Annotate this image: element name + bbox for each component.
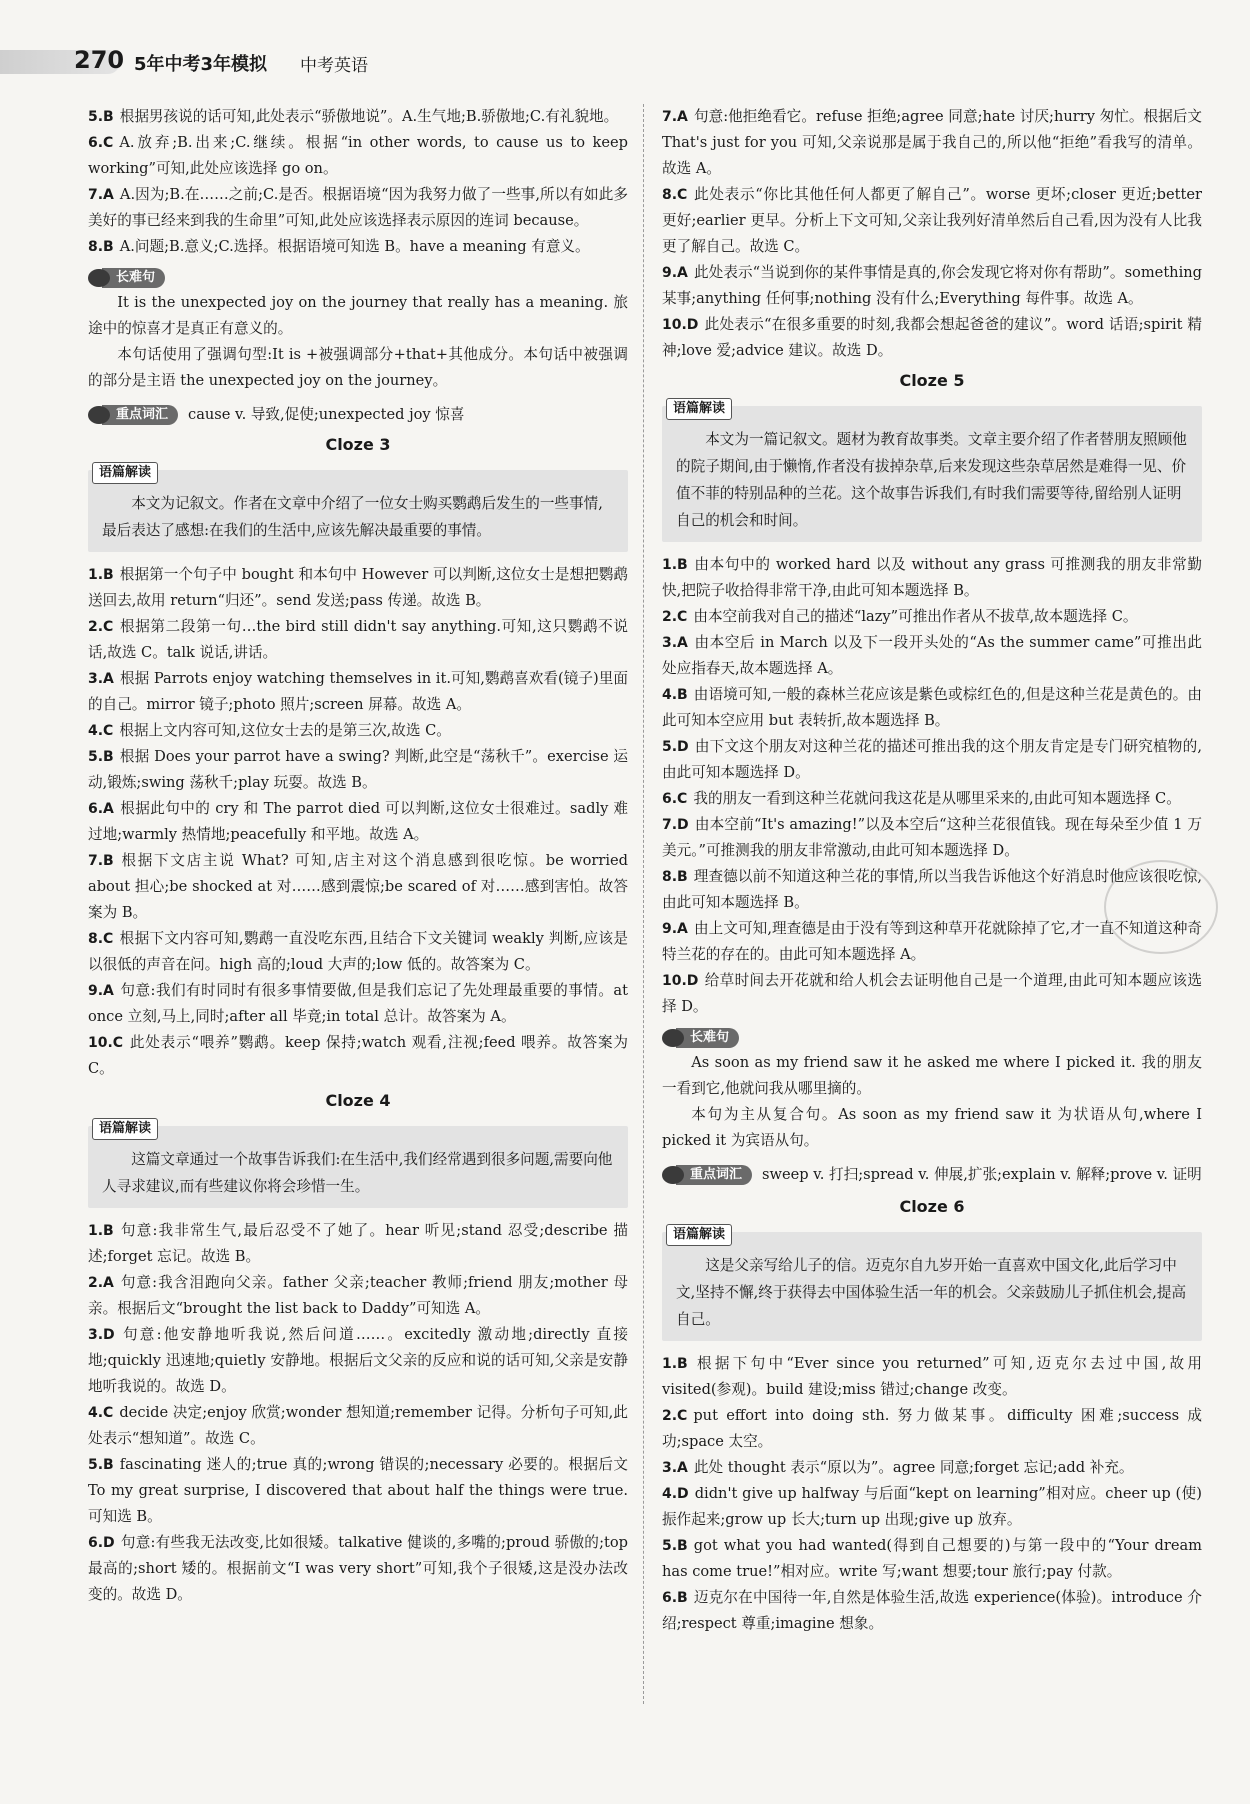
answer-text: 由本空前“It's amazing!”以及本空后“这种兰花很值钱。现在每朵至少值 1 万美元。”可推测我的朋友非常激动,由此可知本题选择 D。	[662, 816, 1202, 859]
tag-label: 长难句	[102, 268, 165, 288]
answer-text: A.放弃;B.出来;C.继续。根据“in other words, to cause us to keep working”可知,此处应该选择 go on。	[88, 134, 628, 177]
answer-list	[88, 562, 628, 1082]
vocab-text: cause v. 导致,促使;unexpected joy 惊喜	[188, 406, 465, 423]
answer-number: 4.B	[662, 687, 688, 703]
box-tag: 语篇解读	[92, 462, 158, 484]
answer-text: 迈克尔在中国待一年,自然是体验生活,故选 experience(体验)。introduce 介绍;respect 尊重;imagine 想象。	[662, 1589, 1202, 1632]
answer-text: 根据上文内容可知,这位女士去的是第三次,故选 C。	[119, 722, 451, 739]
answer-text: 此处 thought 表示“原以为”。agree 同意;forget 忘记;add 补充。	[693, 1459, 1134, 1476]
section-title: Cloze 5	[899, 371, 965, 390]
answer-item	[662, 1403, 1202, 1455]
answer-number: 3.D	[88, 1327, 115, 1343]
answer-text: 我的朋友一看到这种兰花就问我这花是从哪里采来的,由此可知本题选择 C。	[693, 790, 1181, 807]
long-sentence-analysis: 本句为主从复合句。As soon as my friend saw it 为状语从句,where I picked it 为宾语从句。	[662, 1106, 1202, 1149]
tag-label: 重点词汇	[102, 405, 178, 425]
answer-item	[88, 1400, 628, 1452]
answer-text: 根据下句中“Ever since you returned”可知,迈克尔去过中国,故用 visited(参观)。build 建设;miss 错过;change 改变。	[662, 1355, 1202, 1398]
answer-number: 5.B	[88, 1457, 114, 1473]
long-sentence-analysis: 本句话使用了强调句型:It is +被强调部分+that+其他成分。本句话中被强调的部分是主语 the unexpected joy on the journey。	[88, 346, 628, 389]
text-analysis-box	[88, 1121, 628, 1208]
stamp-mark	[1104, 860, 1218, 954]
answer-item	[662, 968, 1202, 1020]
book-subject: 中考英语	[300, 56, 368, 76]
box-text: 本文为记叙文。作者在文章中介绍了一位女士购买鹦鹉后发生的一些事情,最后表达了感想:在我们的生活中,应该先解决最重要的事情。	[102, 495, 603, 539]
answer-number: 7.A	[88, 187, 114, 203]
answer-number: 2.A	[88, 1275, 114, 1291]
answer-number: 9.A	[662, 921, 688, 937]
answer-number: 9.A	[662, 265, 688, 281]
box-tag: 语篇解读	[666, 398, 732, 420]
answer-text: 由本空后 in March 以及下一段开头处的“As the summer came”可推出此处应指春天,故本题选择 A。	[662, 634, 1202, 677]
answer-number: 8.C	[662, 187, 688, 203]
answer-item	[662, 104, 1202, 182]
answer-item	[88, 926, 628, 978]
answer-text: 根据第二段第一句…the bird still didn't say anything.可知,这只鹦鹉不说话,故选 C。talk 说话,讲话。	[88, 618, 628, 661]
vocab-tag	[88, 402, 628, 428]
answer-item	[662, 604, 1202, 630]
answer-text: 此处表示“你比其他任何人都更了解自己”。worse 更坏;closer 更近;better 更好;earlier 更早。分析上下文可知,父亲让我列好清单然后自己看,因为没有人比我更了解自己。故选 C。	[662, 186, 1202, 255]
box-tag: 语篇解读	[666, 1224, 732, 1246]
vocab-tag	[662, 1162, 1202, 1188]
box-text: 这篇文章通过一个故事告诉我们:在生活中,我们经常遇到很多问题,需要向他人寻求建议,而有些建议你将会珍惜一生。	[102, 1151, 613, 1195]
vocab-text: sweep v. 打扫;spread v. 伸展,扩张;explain v. 解释;prove v. 证明	[762, 1166, 1202, 1183]
answer-item	[662, 1455, 1202, 1481]
answer-text: got what you had wanted(得到自己想要的)与第一段中的“Your dream has come true!”相对应。write 写;want 想要;tour 旅行;pay 付款。	[662, 1537, 1202, 1580]
book-title: 5年中考3年模拟	[134, 54, 268, 75]
answer-text: 句意:他拒绝看它。refuse 拒绝;agree 同意;hate 讨厌;hurry 匆忙。根据后文 That's just for you 可知,父亲说那是属于我自己的,所以他“拒绝”看我写的清单。故选 A。	[662, 108, 1202, 177]
answer-text: 句意:我含泪跑向父亲。father 父亲;teacher 教师;friend 朋友;mother 母亲。根据后文“brought the list back to Daddy”可知选 A。	[88, 1274, 628, 1317]
long-sentence-tag	[88, 268, 628, 288]
answer-item	[662, 260, 1202, 312]
answer-text: 此处表示“在很多重要的时刻,我都会想起爸爸的建议”。word 话语;spirit 精神;love 爱;advice 建议。故选 D。	[662, 316, 1202, 359]
answer-number: 6.C	[88, 135, 114, 151]
box-tag: 语篇解读	[92, 1118, 158, 1140]
answer-text: 句意:他安静地听我说,然后问道……。excitedly 激动地;directly 直接地;quickly 迅速地;quietly 安静地。根据后文父亲的反应和说的话可知,父亲是安静地听我说的。故选 D。	[88, 1326, 628, 1395]
answer-number: 6.D	[88, 1535, 115, 1551]
bubble-icon	[662, 1029, 684, 1047]
long-sentence-text: As soon as my friend saw it he asked me where I picked it. 我的朋友一看到它,他就问我从哪里摘的。	[662, 1054, 1202, 1097]
text-analysis-box	[662, 401, 1202, 542]
section-title: Cloze 3	[325, 435, 391, 454]
answer-number: 1.B	[662, 1356, 688, 1372]
answer-text: 由下文这个朋友对这种兰花的描述可推出我的这个朋友肯定是专门研究植物的,由此可知本题选择 D。	[662, 738, 1202, 781]
answer-text: 根据第一个句子中 bought 和本句中 However 可以判断,这位女士是想把鹦鹉送回去,故用 return“归还”。send 发送;pass 传递。故选 B。	[88, 566, 628, 609]
answer-text: 此处表示“当说到你的某件事情是真的,你会发现它将对你有帮助”。something 某事;anything 任何事;nothing 没有什么;Everything 每件事。故选 A。	[662, 264, 1202, 307]
answer-number: 7.D	[662, 817, 689, 833]
answer-text: A.问题;B.意义;C.选择。根据语境可知选 B。have a meaning 有意义。	[119, 238, 590, 255]
answer-text: didn't give up halfway 与后面“kept on learning”相对应。cheer up (使)振作起来;grow up 长大;turn up 出现;give up 放弃。	[662, 1485, 1202, 1528]
answer-item	[662, 1351, 1202, 1403]
answer-number: 4.C	[88, 723, 114, 739]
answer-text: 由本句中的 worked hard 以及 without any grass 可推测我的朋友非常勤快,把院子收拾得非常干净,由此可知本题选择 B。	[662, 556, 1202, 599]
answer-number: 8.B	[88, 239, 114, 255]
answer-item	[662, 1585, 1202, 1637]
text-analysis-box	[662, 1227, 1202, 1341]
answer-list	[88, 1218, 628, 1608]
answer-number: 1.B	[662, 557, 688, 573]
answer-item	[662, 1481, 1202, 1533]
answer-text: put effort into doing sth. 努力做某事。difficulty 困难;success 成功;space 太空。	[662, 1407, 1202, 1450]
answer-item	[88, 130, 628, 182]
answer-number: 7.B	[88, 853, 114, 869]
answer-number: 7.A	[662, 109, 688, 125]
answer-number: 6.A	[88, 801, 114, 817]
answer-text: 根据 Does your parrot have a swing? 判断,此空是“荡秋千”。exercise 运动,锻炼;swing 荡秋千;play 玩耍。故选 B。	[88, 748, 628, 791]
answer-item	[88, 1030, 628, 1082]
answer-number: 5.B	[88, 749, 114, 765]
answer-number: 6.B	[662, 1590, 688, 1606]
long-sentence-text: It is the unexpected joy on the journey that really has a meaning. 旅途中的惊喜才是真正有意义的。	[88, 294, 628, 337]
answer-item	[88, 182, 628, 234]
answer-item	[662, 682, 1202, 734]
right-column	[662, 104, 1202, 1637]
answer-number: 3.A	[88, 671, 114, 687]
answer-number: 1.B	[88, 1223, 114, 1239]
answer-number: 10.D	[662, 317, 699, 333]
answer-item	[88, 744, 628, 796]
answer-item	[88, 1218, 628, 1270]
answer-text: 句意:有些我无法改变,比如很矮。talkative 健谈的,多嘴的;proud 骄傲的;top 最高的;short 矮的。根据前文“I was very short”可知,我个子很矮,这是没办法改变的。故选 D。	[88, 1534, 628, 1603]
box-text: 这是父亲写给儿子的信。迈克尔自九岁开始一直喜欢中国文化,此后学习中文,坚持不懈,终于获得去中国体验生活一年的机会。父亲鼓励儿子抓住机会,提高自己。	[676, 1257, 1187, 1328]
answer-text: 由上文可知,理查德是由于没有等到这种草开花就除掉了它,才一直不知道这种奇特兰花的存在的。由此可知本题选择 A。	[662, 920, 1202, 963]
answer-item	[88, 666, 628, 718]
answer-number: 10.D	[662, 973, 699, 989]
answer-text: 由本空前我对自己的描述“lazy”可推出作者从不拔草,故本题选择 C。	[693, 608, 1138, 625]
answer-text: 理查德以前不知道这种兰花的事情,所以当我告诉他这个好消息时他应该很吃惊,由此可知本题选择 B。	[662, 868, 1202, 911]
answer-text: 句意:我非常生气,最后忍受不了她了。hear 听见;stand 忍受;describe 描述;forget 忘记。故选 B。	[88, 1222, 628, 1265]
answer-list	[662, 1351, 1202, 1637]
section-title: Cloze 6	[899, 1197, 965, 1216]
answer-item	[662, 786, 1202, 812]
answer-number: 3.A	[662, 635, 688, 651]
answer-item	[88, 234, 628, 260]
answer-text: 句意:我们有时同时有很多事情要做,但是我们忘记了先处理最重要的事情。at once 立刻,马上,同时;after all 毕竟;in total 总计。故答案为 A。	[88, 982, 628, 1025]
answer-item	[88, 614, 628, 666]
answer-item	[662, 630, 1202, 682]
answer-item	[662, 312, 1202, 364]
answer-item	[662, 1533, 1202, 1585]
tag-label: 长难句	[676, 1028, 739, 1048]
answer-text: fascinating 迷人的;true 真的;wrong 错误的;necessary 必要的。根据后文 To my great surprise, I discovered that about half the things were true.可知选 B。	[88, 1456, 628, 1525]
answer-number: 10.C	[88, 1035, 124, 1051]
answer-item	[88, 796, 628, 848]
answer-item	[88, 562, 628, 614]
answer-item	[88, 1270, 628, 1322]
answer-text: 根据 Parrots enjoy watching themselves in it.可知,鹦鹉喜欢看(镜子)里面的自己。mirror 镜子;photo 照片;screen 屏幕。故选 A。	[88, 670, 628, 713]
bubble-icon	[88, 406, 110, 424]
answer-item	[88, 1530, 628, 1608]
answer-list	[662, 104, 1202, 364]
answer-item	[88, 104, 628, 130]
column-divider	[643, 104, 644, 1704]
answer-number: 4.C	[88, 1405, 114, 1421]
answer-number: 2.C	[88, 619, 114, 635]
bubble-icon	[662, 1166, 684, 1184]
bubble-icon	[88, 269, 110, 287]
answer-text: 由语境可知,一般的森林兰花应该是紫色或棕红色的,但是这种兰花是黄色的。由此可知本空应用 but 表转折,故本题选择 B。	[662, 686, 1202, 729]
answer-number: 5.D	[662, 739, 689, 755]
answer-text: 根据此句中的 cry 和 The parrot died 可以判断,这位女士很难过。sadly 难过地;warmly 热情地;peacefully 和平地。故选 A。	[88, 800, 628, 843]
answer-number: 9.A	[88, 983, 114, 999]
answer-item	[88, 848, 628, 926]
box-text: 本文为一篇记叙文。题材为教育故事类。文章主要介绍了作者替朋友照顾他的院子期间,由于懒惰,作者没有拔掉杂草,后来发现这些杂草居然是难得一见、价值不菲的特别品种的兰花。这个故事告诉我们,有时我们需要等待,留给别人证明自己的机会和时间。	[676, 431, 1187, 529]
answer-number: 4.D	[662, 1486, 689, 1502]
answer-text: 给草时间去开花就和给人机会去证明他自己是一个道理,由此可知本题应该选择 D。	[662, 972, 1202, 1015]
answer-number: 2.C	[662, 1408, 688, 1424]
answer-number: 1.B	[88, 567, 114, 583]
answer-text: 此处表示“喂养”鹦鹉。keep 保持;watch 观看,注视;feed 喂养。故答案为 C。	[88, 1034, 628, 1077]
page-number: 270	[74, 46, 125, 74]
answer-item	[88, 1452, 628, 1530]
tag-label: 重点词汇	[676, 1165, 752, 1185]
answer-number: 8.B	[662, 869, 688, 885]
answer-item	[88, 1322, 628, 1400]
answer-list	[662, 552, 1202, 1020]
answer-number: 6.C	[662, 791, 688, 807]
page-header	[0, 44, 1250, 80]
section-title: Cloze 4	[325, 1091, 391, 1110]
answer-number: 5.B	[88, 109, 114, 125]
left-column	[88, 104, 628, 1608]
answer-text: A.因为;B.在……之前;C.是否。根据语境“因为我努力做了一些事,所以有如此多美好的事已经来到我的生命里”可知,此处应该选择表示原因的连词 because。	[88, 186, 628, 229]
answer-item	[88, 718, 628, 744]
answer-text: 根据下文内容可知,鹦鹉一直没吃东西,且结合下文关键词 weakly 判断,应该是以很低的声音在问。high 高的;loud 大声的;low 低的。故答案为 C。	[88, 930, 628, 973]
answer-number: 8.C	[88, 931, 114, 947]
answer-number: 5.B	[662, 1538, 688, 1554]
text-analysis-box	[88, 465, 628, 552]
answer-list	[88, 104, 628, 260]
answer-item	[662, 552, 1202, 604]
answer-item	[88, 978, 628, 1030]
answer-text: 根据男孩说的话可知,此处表示“骄傲地说”。A.生气地;B.骄傲地;C.有礼貌地。	[119, 108, 619, 125]
long-sentence-tag	[662, 1028, 1202, 1048]
answer-item	[662, 812, 1202, 864]
answer-text: 根据下文店主说 What? 可知,店主对这个消息感到很吃惊。be worried about 担心;be shocked at 对……感到震惊;be scared of 对……感到害怕。故答案为 B。	[88, 852, 628, 921]
answer-item	[662, 734, 1202, 786]
answer-text: decide 决定;enjoy 欣赏;wonder 想知道;remember 记得。分析句子可知,此处表示“想知道”。故选 C。	[88, 1404, 628, 1447]
answer-number: 3.A	[662, 1460, 688, 1476]
answer-item	[662, 182, 1202, 260]
answer-number: 2.C	[662, 609, 688, 625]
